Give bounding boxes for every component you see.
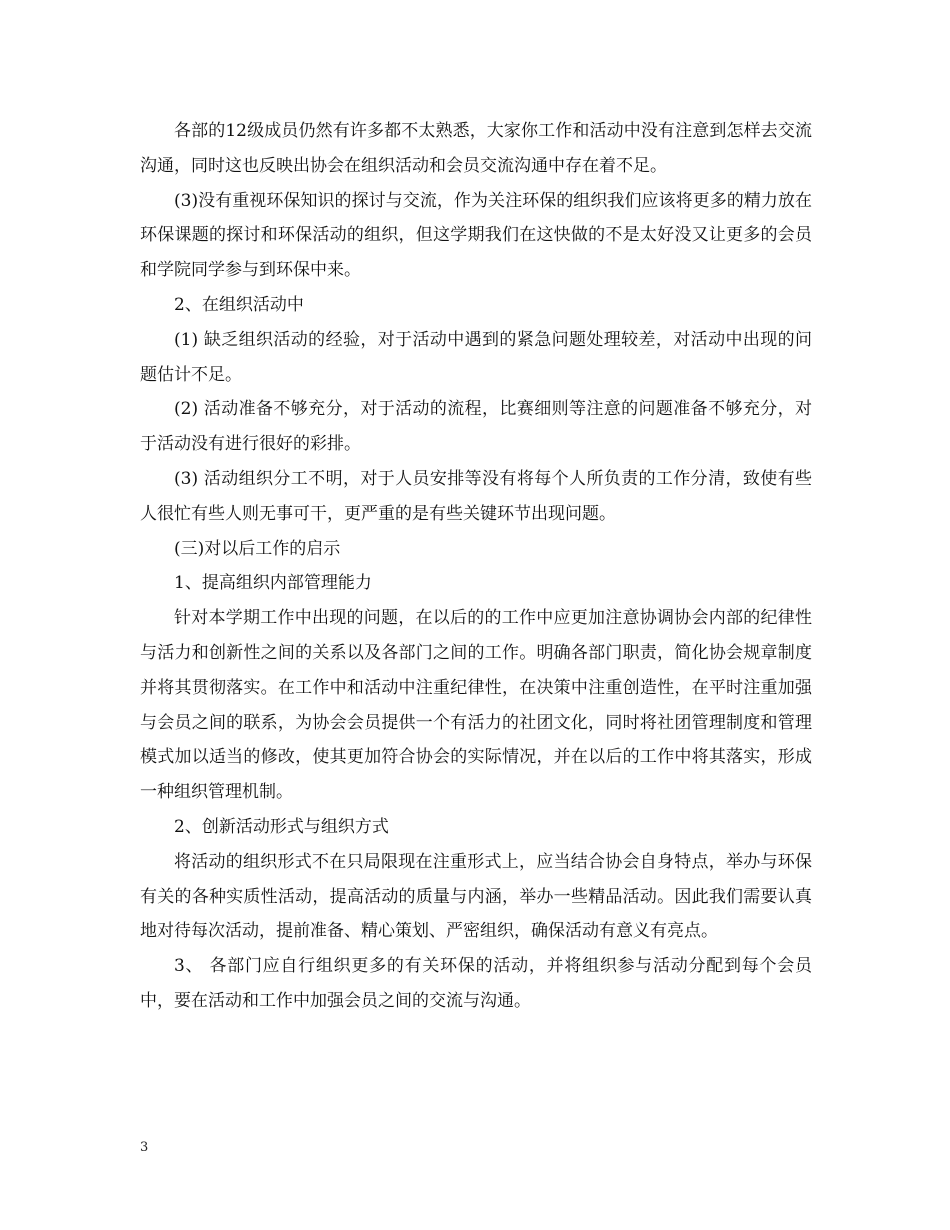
paragraph-insufficient-preparation: (2) 活动准备不够充分，对于活动的流程，比赛细则等注意的问题准备不够充分，对于活动没有进行很好的彩排。 (140, 399, 812, 455)
paragraph-environmental-knowledge: (3)没有重视环保知识的探讨与交流，作为关注环保的组织我们应该将更多的精力放在环保课题的探讨和环保活动的组织，但这学期我们在这快做的不是太好没又让更多的会员和学院同学参与到环保中来。 (140, 190, 812, 281)
document-body (140, 114, 812, 1019)
paragraph-department-activities: 3、 各部门应自行组织更多的有关环保的活动，并将组织参与活动分配到每个会员中，要在活动和工作中加强会员之间的交流与沟通。 (140, 956, 812, 1011)
heading-internal-management: 1、提高组织内部管理能力 (174, 573, 372, 594)
paragraph-unclear-division: (3) 活动组织分工不明，对于人员安排等没有将每个人所负责的工作分清，致使有些人很忙有些人则无事可干，更严重的是有些关键环节出现问题。 (140, 468, 812, 524)
paragraph-departments-members: 各部的12级成员仍然有许多都不太熟悉，大家你工作和活动中没有注意到怎样去交流沟通，同时这也反映出协会在组织活动和会员交流沟通中存在着不足。 (140, 121, 812, 176)
paragraph-innovate-activities: 将活动的组织形式不在只局限现在注重形式上，应当结合协会自身特点，举办与环保有关的各种实质性活动，提高活动的质量与内涵，举办一些精品活动。因此我们需要认真地对待每次活动，提前准备、精心策划、严密组织，确保活动有意义有亮点。 (140, 851, 812, 942)
heading-organizing-activities: 2、在组织活动中 (174, 294, 304, 315)
page-number: 3 (140, 1140, 149, 1155)
heading-future-insights: (三)对以后工作的启示 (174, 538, 341, 559)
heading-innovate-activities: 2、创新活动形式与组织方式 (174, 816, 389, 837)
paragraph-internal-management: 针对本学期工作中出现的问题，在以后的的工作中应更加注意协调协会内部的纪律性与活力和创新性之间的关系以及各部门之间的工作。明确各部门职责，简化协会规章制度并将其贯彻落实。在工作中和活动中注重纪律性，在决策中注重创造性，在平时注重加强与会员之间的联系，为协会会员提供一个有活力的社团文化，同时将社团管理制度和管理模式加以适当的修改，使其更加符合协会的实际情况，并在以后的工作中将其落实，形成一种组织管理机制。 (140, 608, 812, 803)
paragraph-lack-experience: (1) 缺乏组织活动的经验，对于活动中遇到的紧急问题处理较差，对活动中出现的问题估计不足。 (140, 329, 812, 385)
